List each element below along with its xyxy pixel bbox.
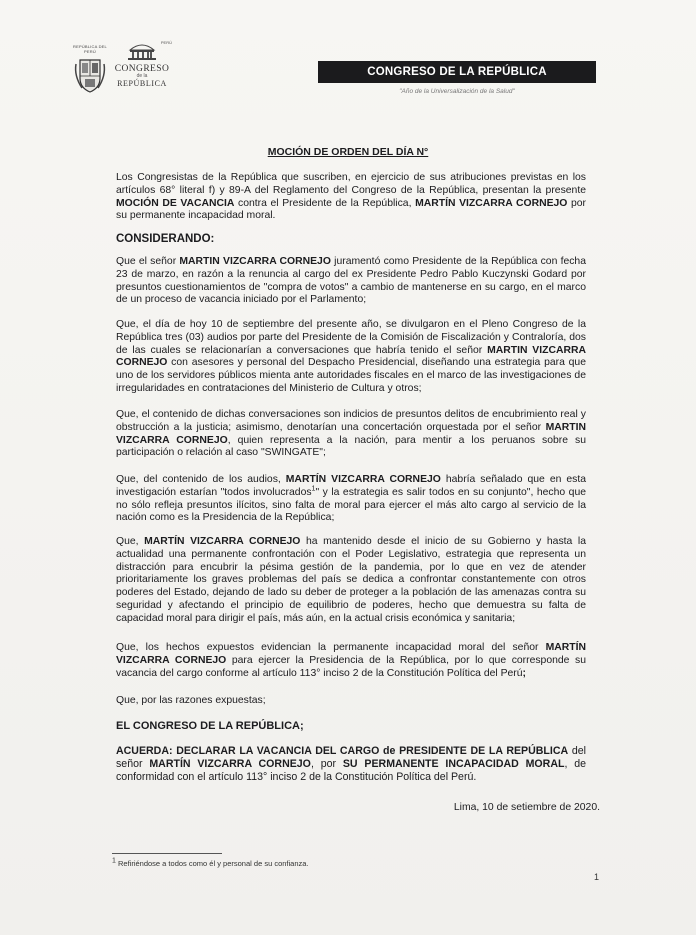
acuerda-text-3: , de conformidad con el artículo 113° inciso 2 de la Constitución Política del Perú. <box>116 757 586 783</box>
paragraph-2 <box>116 319 586 396</box>
intro-paragraph <box>116 172 586 223</box>
congress-logo <box>112 40 172 96</box>
acuerda-bold-2: MARTÍN VIZCARRA CORNEJO <box>149 757 311 770</box>
p4-text-3: " y la estrategia es salir todos en su conjunto", hecho que no sólo refleja presuntos ilícitos, sino falta de moral para ejercer el más alto cargo al servicio de la nación como es la Presidencia de la República; <box>116 486 586 524</box>
paragraph-7: Que, por las razones expuestas; <box>116 695 266 706</box>
page-number: 1 <box>594 872 600 882</box>
p3-bold-1: MARTIN VIZCARRA CORNEJO <box>116 421 586 446</box>
logo-word-congreso: CONGRESO <box>114 64 170 74</box>
p3-text-2: , quien representa a la nación, para mentir a los peruanos sobre su participación o relación al caso "SWINGATE"; <box>116 434 586 459</box>
footnote-text: Refiriéndose a todos como él y personal de su confianza. <box>115 859 309 868</box>
congress-building-icon <box>122 40 162 60</box>
paragraph-3 <box>116 409 586 460</box>
acuerda-text-2: , por <box>310 757 343 770</box>
national-seal-logo <box>72 44 108 92</box>
paragraph-1 <box>116 256 586 307</box>
intro-text-2: contra el Presidente de la República, <box>234 197 416 209</box>
year-motto: "Año de la Universalización de la Salud" <box>399 88 515 95</box>
header-banner: CONGRESO DE LA REPÚBLICA <box>318 61 596 83</box>
p5-text-2: ha mantenido desde el inicio de su Gobierno y hasta la actualidad una permanente confrontación con el Poder Legislativo, estrategia que representa un distracción para encubrir la pésima gestión de la pandemia, por lo que en vez de atender prioritariamente los graves problemas del país se dedica a confrontar constantemente con otros poderes del Estado, dejando de lado su deber de proteger a la población de las amenazas contra su seguridad y afectando el principio de equilibrio de poderes, hecho que demuestra su falta de capacidad moral para dirigir el país, más aún, en la actual crisis económica y sanitaria; <box>116 536 587 624</box>
p4-text-2: habría señalado que en esta investigación estarían "todos involucrados <box>116 474 587 498</box>
p1-bold-1: MARTIN VIZCARRA CORNEJO <box>179 256 331 267</box>
intro-text-3: por su permanente incapacidad moral. <box>116 197 586 222</box>
congreso-heading: EL CONGRESO DE LA REPÚBLICA; <box>116 720 304 732</box>
intro-bold-1: MOCIÓN DE VACANCIA <box>116 197 235 209</box>
paragraph-6 <box>116 642 586 680</box>
p2-text-1: Que, el día de hoy 10 de septiembre del presente año, se divulgaron en el Pleno Congreso de la República tres (03) audios por parte del Presidente de la Comisión de Fiscalización y Contraloría, dos de las cuales se relacionarían a conversaciones que habría tenido el señor <box>116 319 586 356</box>
paragraph-4 <box>116 474 586 525</box>
footnote-divider <box>112 853 222 854</box>
p6-text-2: para ejercer la Presidencia de la República, por lo que corresponde su vacancia del cargo conforme al artículo 113° inciso 2 de la Constitución Política del Perú <box>116 654 586 679</box>
p2-bold-1: MARTIN VIZCARRA CORNEJO <box>116 344 586 369</box>
p4-bold-1: MARTÍN VIZCARRA CORNEJO <box>285 474 441 485</box>
p5-text-1: Que, <box>116 536 145 547</box>
p1-text-1: Que el señor <box>116 256 180 267</box>
acuerda-bold-3: SU PERMANENTE INCAPACIDAD MORAL <box>342 757 565 770</box>
document-title: MOCIÓN DE ORDEN DEL DÍA N° <box>267 146 429 158</box>
p4-text-1: Que, del contenido de los audios, <box>116 474 286 485</box>
acuerda-text-1: del señor <box>116 745 586 770</box>
footnote <box>112 859 309 868</box>
p6-bold-1: MARTÍN VIZCARRA CORNEJO <box>116 642 586 666</box>
acuerda-paragraph <box>116 745 586 783</box>
acuerda-bold-1: ACUERDA: DECLARAR LA VACANCIA DEL CARGO de PRESIDENTE DE LA REPÚBLICA <box>116 745 569 757</box>
footnote-marker: 1 <box>311 485 316 493</box>
p1-text-2: juramentó como Presidente de la República con fecha 23 de marzo, en razón a la renuncia al cargo del ex Presidente Pedro Pablo Kuczynski Godard por presuntos cuestionamientos de "compra de votos" a cambio de mantenerse en su cargo, en el marco de un proceso de vacancia iniciado por el Parlamento; <box>116 256 586 306</box>
p5-bold-1: MARTÍN VIZCARRA CORNEJO <box>144 536 301 547</box>
peru-label: PERÚ <box>160 40 172 45</box>
p6-text-1: Que, los hechos expuestos evidencian la permanente incapacidad moral del señor <box>116 642 546 653</box>
document-date: Lima, 10 de setiembre de 2020. <box>453 802 600 813</box>
seal-caption: REPÚBLICA DEL PERÚ <box>73 44 107 54</box>
footnote-number: 1 <box>112 857 116 865</box>
p2-text-2: con asesores y personal del Despacho Presidencial, diseñando una estrategia para que uno de los servidores públicos mienta ante autoridades fiscales en el marco de las investigaciones de irregularidades en contrataciones del Ministerio de Cultura y otros; <box>116 357 586 394</box>
intro-bold-2: MARTÍN VIZCARRA CORNEJO <box>415 197 568 209</box>
p3-text-1: Que, el contenido de dichas conversaciones son indicios de presuntos delitos de encubrimiento real y obstrucción a la justicia; asimismo, denotarían una concertación orquestada por el señor <box>116 409 586 433</box>
paragraph-5 <box>116 536 586 626</box>
logo-word-de-la: de la <box>136 73 148 79</box>
considerando-heading: CONSIDERANDO: <box>116 233 215 245</box>
p6-text-3: ; <box>522 667 527 679</box>
coat-of-arms-icon <box>72 54 108 94</box>
logo-word-republica: REPÚBLICA <box>117 79 167 88</box>
intro-text-1: Los Congresistas de la República que suscriben, en ejercicio de sus atribuciones previstas en los artículos 68° literal f) y 89-A del Reglamento del Congreso de la República, presentan la presente <box>116 172 586 196</box>
